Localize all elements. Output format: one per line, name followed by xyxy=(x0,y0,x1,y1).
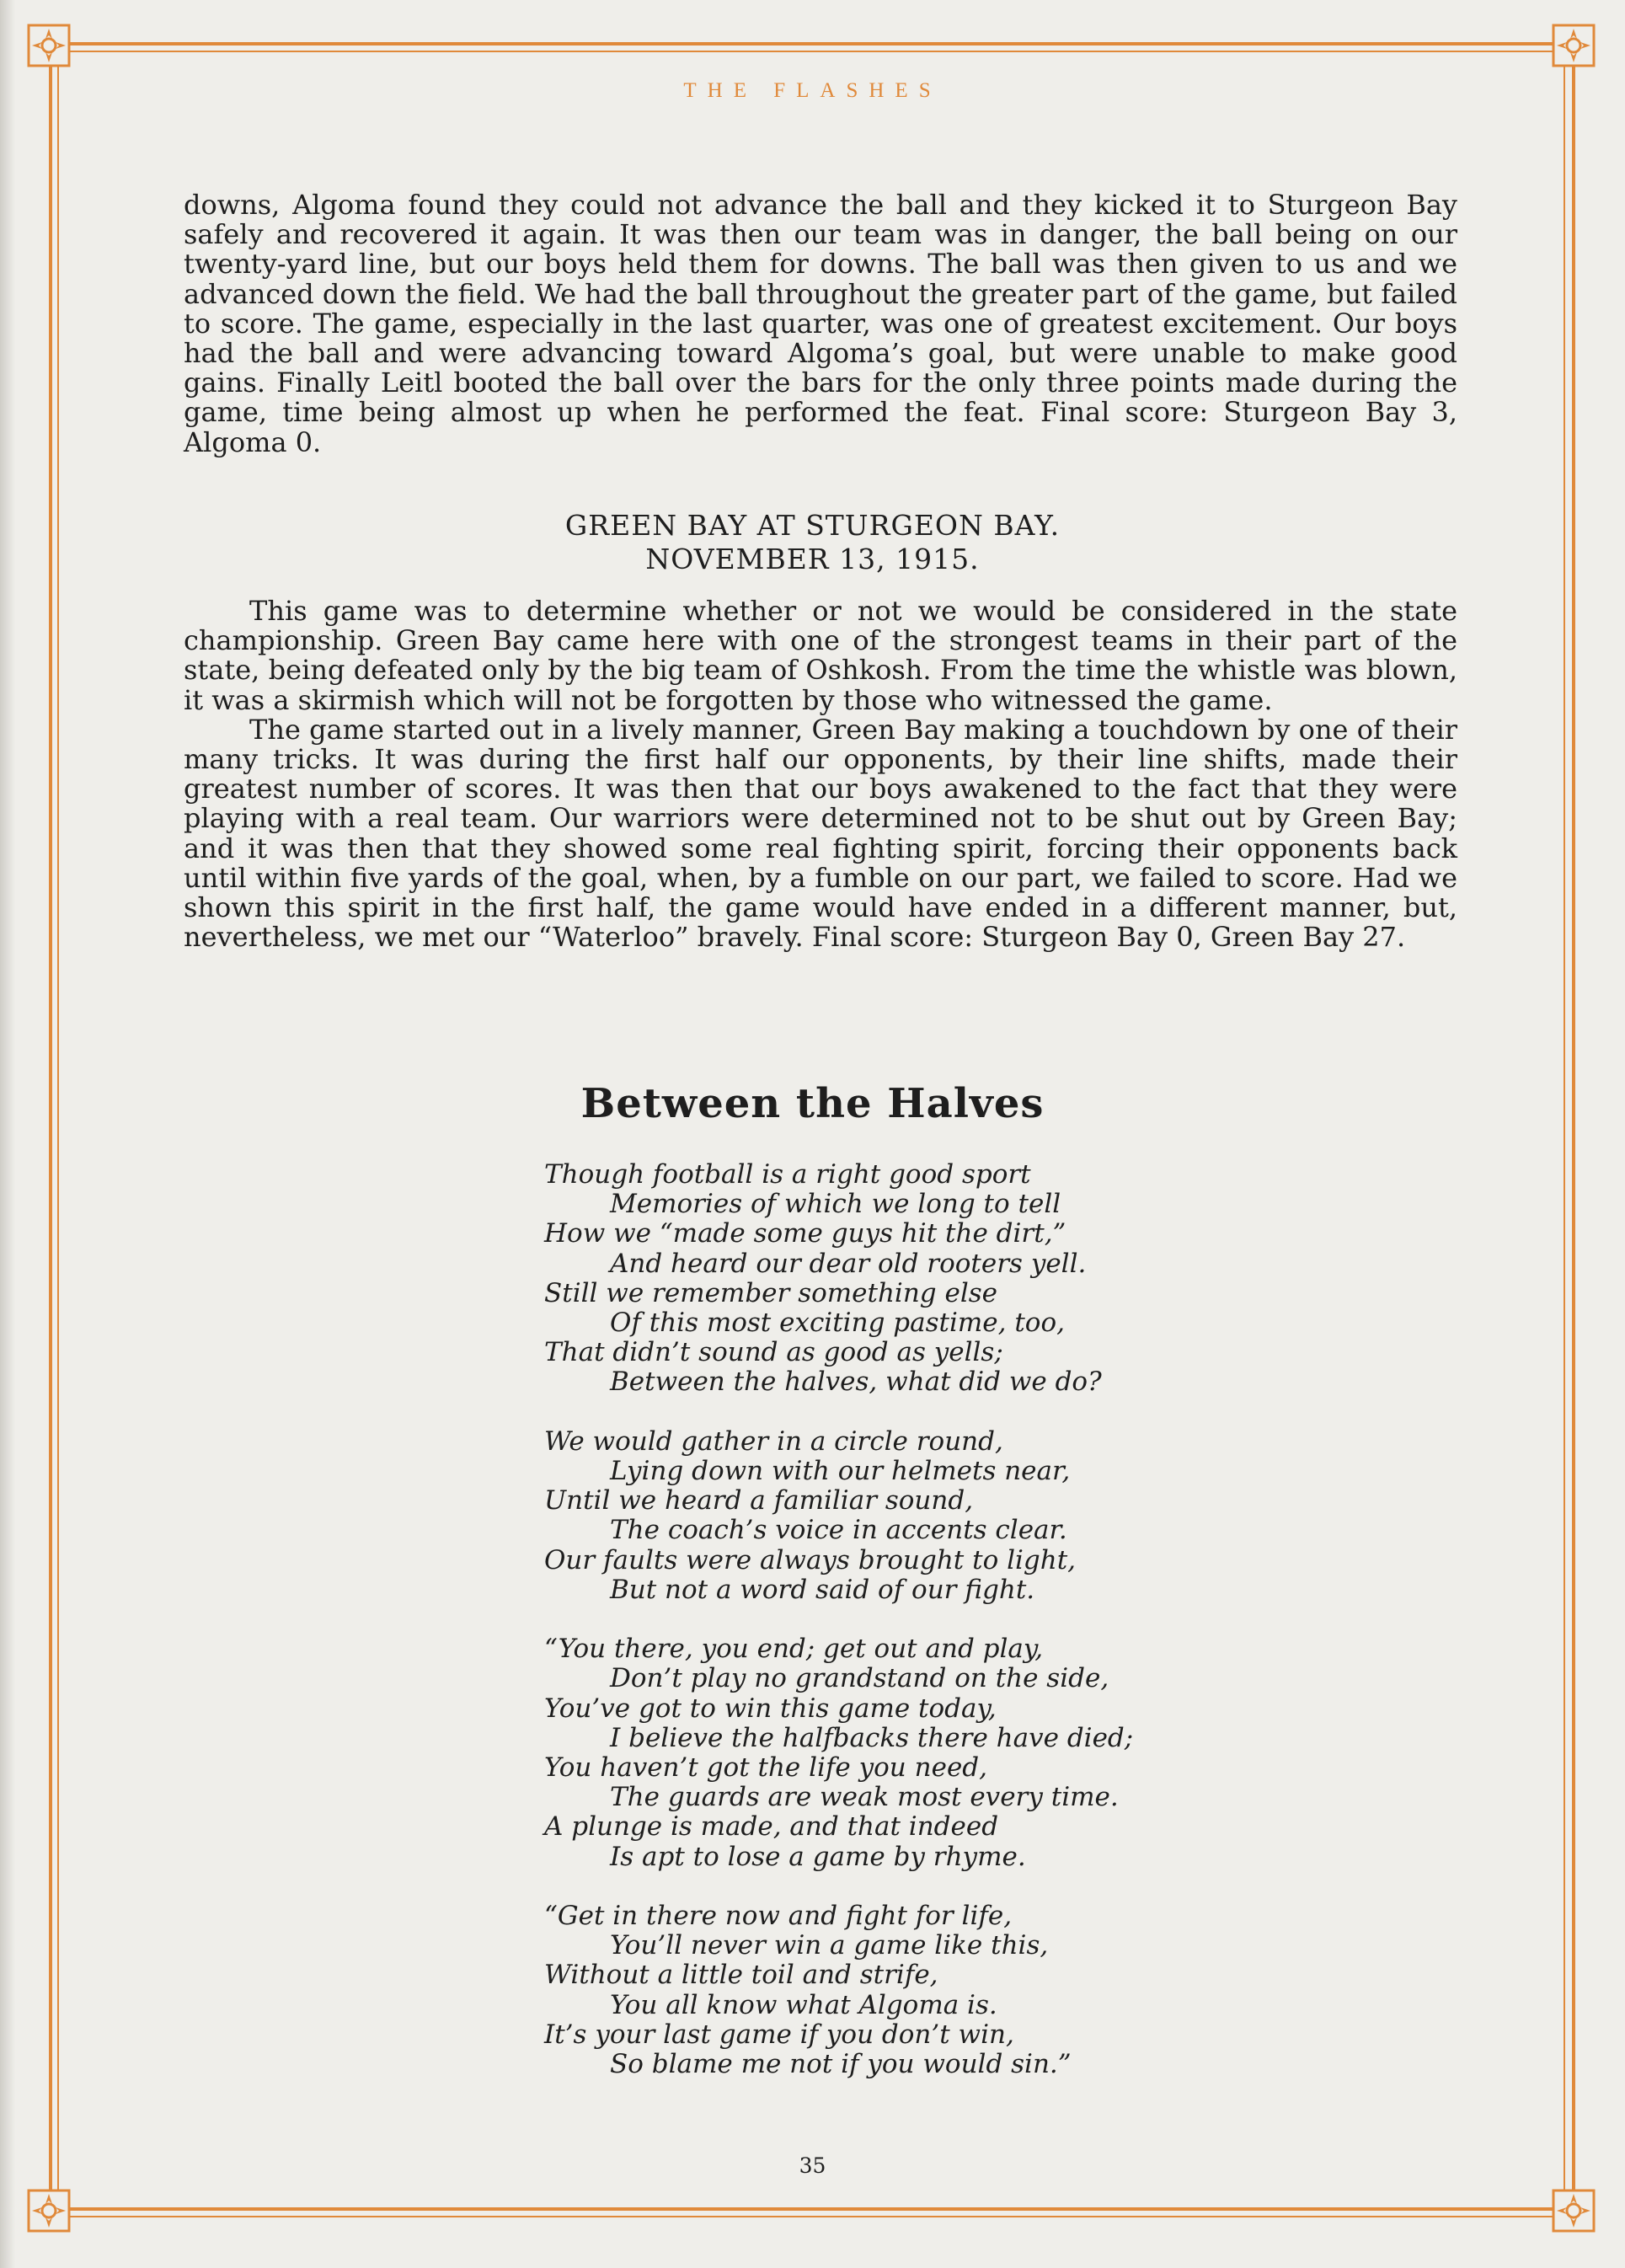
poem-stanza xyxy=(544,1634,1387,1872)
border-bottom-inner xyxy=(34,2216,1592,2217)
report-paragraph: This game was to determine whether or not we would be considered in the state championship. Green Bay came here with one of the strongest teams in their part of the state, being defeated only by the big team of Oshkosh. From the time the whistle was blown, it was a skirmish which will not be forgotten by those who witnessed the game. xyxy=(184,595,1457,716)
poem-line: And heard our dear old rooters yell. xyxy=(610,1248,1087,1279)
poem-line: That didn’t sound as good as yells; xyxy=(544,1337,1003,1368)
game-report xyxy=(184,596,1457,952)
binding-gutter xyxy=(0,0,15,2268)
ornament-corner-icon xyxy=(27,2189,71,2233)
poem-line: Memories of which we long to tell xyxy=(610,1189,1061,1220)
poem-body xyxy=(544,1160,1387,2109)
ornament-corner-icon xyxy=(27,24,71,67)
poem-line: A plunge is made, and that indeed xyxy=(544,1811,999,1843)
poem-line: Our faults were always brought to light, xyxy=(544,1544,1077,1575)
poem-line: Lying down with our helmets near, xyxy=(610,1456,1071,1487)
poem-line: You’ve got to win this game today, xyxy=(544,1693,997,1724)
poem-line: The guards are weak most every time. xyxy=(610,1782,1119,1813)
poem-line: Without a little toil and strife, xyxy=(544,1960,938,1991)
poem-line: Though football is a right good sport xyxy=(544,1159,1031,1190)
border-top-outer xyxy=(34,42,1592,45)
running-head: THE FLASHES xyxy=(683,79,942,102)
poem-line: It’s your last game if you don’t win, xyxy=(544,2019,1014,2050)
poem-line: So blame me not if you would sin.” xyxy=(610,2049,1072,2080)
report-paragraph: The game started out in a lively manner, Green Bay making a touchdown by one of their many tricks. It was during the first half our opponents, by their line shifts, made their greatest number of scores. It was then that our boys awakened to the fact that they were playing with a real team. Our warriors were determined not to be shut out by Green Bay; and it was then that they showed some real fighting spirit, forcing their opponents back until within five yards of the goal, when, by a fumble on our part, we failed to score. Had we shown this spirit in the first half, the game would have ended in a different manner, but, nevertheless, we met our “Waterloo” bravely. Final score: Sturgeon Bay 0, Green Bay 27. xyxy=(184,713,1457,954)
poem-line: Is apt to lose a game by rhyme. xyxy=(610,1841,1026,1872)
border-bottom-outer xyxy=(34,2207,1592,2211)
poem-line: You’ll never win a game like this, xyxy=(610,1930,1049,1961)
poem-title: Between the Halves xyxy=(580,1080,1045,1127)
poem-line: Until we heard a familiar sound, xyxy=(544,1485,974,1516)
poem-line: Of this most exciting pastime, too, xyxy=(610,1308,1065,1339)
section-title: GREEN BAY AT STURGEON BAY. xyxy=(564,509,1061,542)
poem-line: You haven’t got the life you need, xyxy=(544,1752,987,1784)
poem-line: I believe the halfbacks there have died; xyxy=(610,1722,1134,1753)
poem-line: “Get in there now and fight for life, xyxy=(544,1901,1013,1932)
ornament-corner-icon xyxy=(1552,24,1596,67)
poem-stanza xyxy=(544,1160,1387,1398)
poem-line: Still we remember something else xyxy=(544,1277,998,1308)
poem-line: You all know what Algoma is. xyxy=(610,1989,997,2020)
poem-line: How we “made some guys hit the dirt,” xyxy=(544,1218,1066,1249)
ornament-corner-icon xyxy=(1552,2189,1596,2233)
poem-stanza xyxy=(544,1902,1387,2079)
poem-line: The coach’s voice in accents clear. xyxy=(610,1515,1067,1546)
border-left-inner xyxy=(57,34,59,2224)
border-left-outer xyxy=(49,34,52,2224)
poem-line: We would gather in a circle round, xyxy=(544,1426,1003,1457)
continued-paragraph-block xyxy=(184,190,1457,457)
border-right-outer xyxy=(1572,34,1575,2224)
page-number: 35 xyxy=(799,2153,826,2178)
poem-line: Between the halves, what did we do? xyxy=(610,1367,1102,1398)
border-top-inner xyxy=(34,51,1592,52)
poem-line: “You there, you end; get out and play, xyxy=(544,1634,1044,1665)
poem-stanza xyxy=(544,1427,1387,1605)
section-date: NOVEMBER 13, 1915. xyxy=(645,543,980,575)
poem-line: But not a word said of our fight. xyxy=(610,1574,1035,1605)
poem-line: Don’t play no grandstand on the side, xyxy=(610,1663,1109,1694)
border-right-inner xyxy=(1564,34,1565,2224)
continued-paragraph: downs, Algoma found they could not advance the ball and they kicked it to Sturgeon Bay safely and recovered it again. It was then our team was in danger, the ball being on our twenty-yard line, but our boys held them for downs. The ball was then given to us and we advanced down the field. We had the ball throughout the greater part of the game, but failed to score. The game, especially in the last quarter, was one of greatest excitement. Our boys had the ball and were advancing toward Algoma’s goal, but were unable to make good gains. Finally Leitl booted the ball over the bars for the only three points made during the game, time being almost up when he performed the feat. Final score: Sturgeon Bay 3, Algoma 0. xyxy=(184,189,1457,458)
